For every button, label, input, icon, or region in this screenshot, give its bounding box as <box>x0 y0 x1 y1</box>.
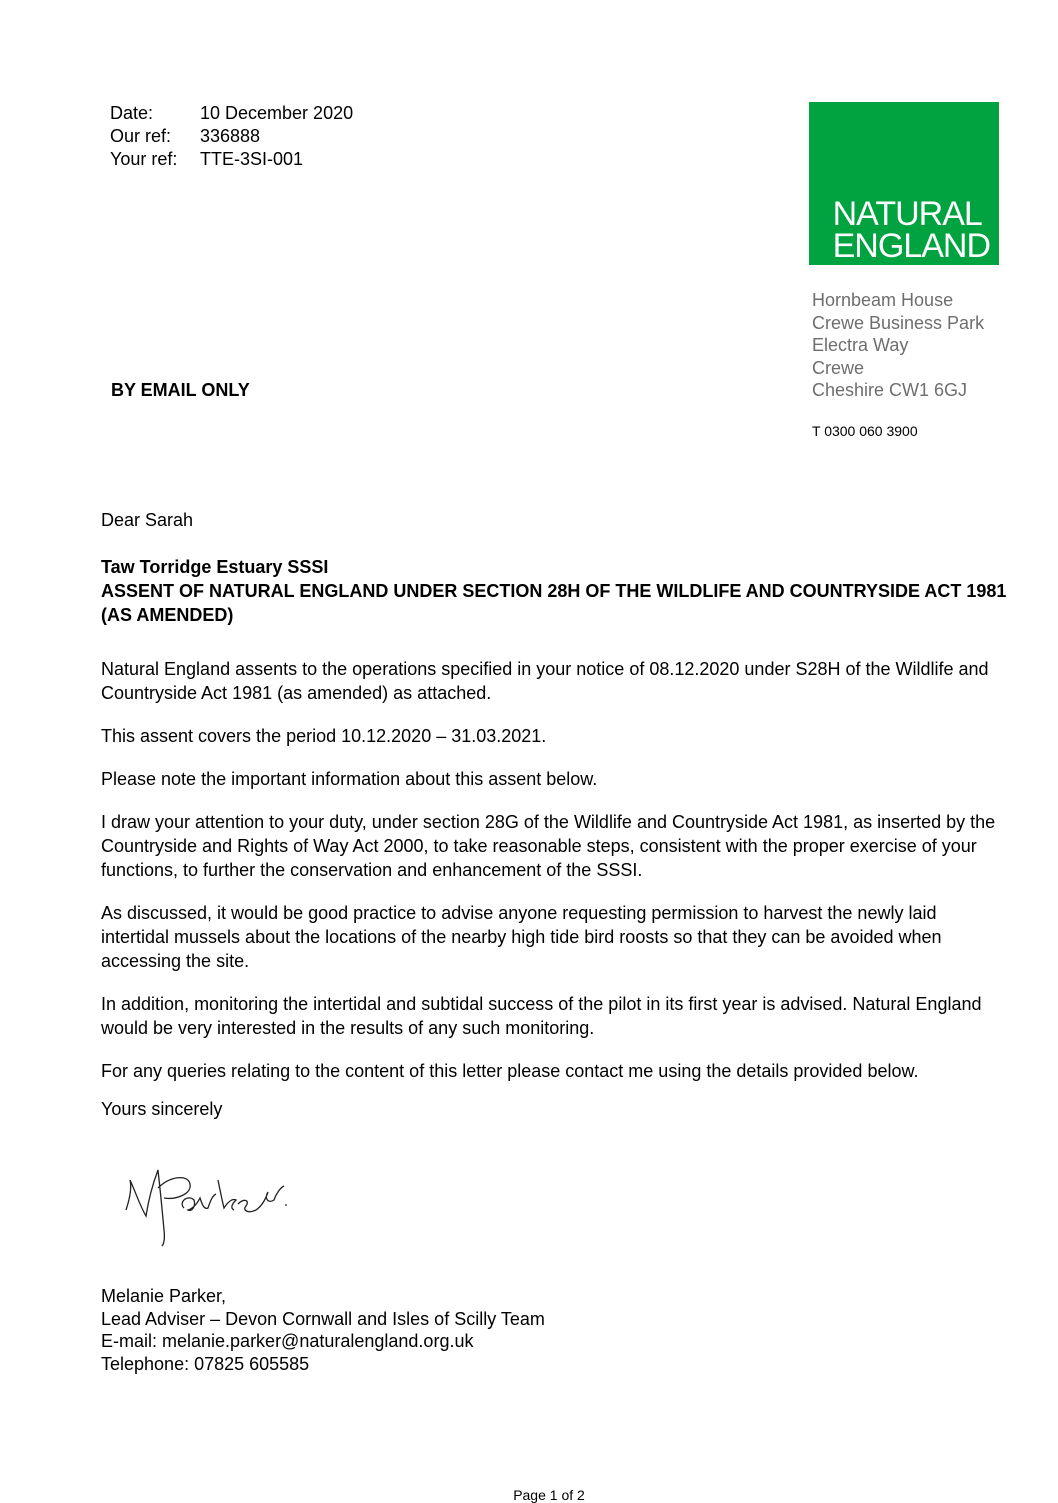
letter-body <box>101 657 1006 1140</box>
salutation: Dear Sarah <box>101 510 194 530</box>
natural-england-logo <box>809 102 999 265</box>
subject-title: ASSENT OF NATURAL ENGLAND UNDER SECTION 28H OF THE WILDLIFE AND COUNTRYSIDE ACT 1981 (AS AMENDED) <box>101 581 1007 625</box>
signoff-block <box>101 1285 545 1375</box>
address-line: Crewe <box>812 357 865 378</box>
date-row <box>110 102 353 125</box>
address-line: Electra Way <box>812 335 909 355</box>
signer-telephone: Telephone: 07825 605585 <box>101 1353 310 1374</box>
our-ref-row <box>110 125 353 148</box>
logo-text <box>832 195 990 265</box>
paragraph: In addition, monitoring the intertidal and subtidal success of the pilot in its first year is advised. Natural England would be very interested in the results of any such monitoring. <box>101 994 982 1038</box>
logo-line-1: NATURAL <box>832 195 982 233</box>
date-label: Date: <box>110 103 154 123</box>
sender-address <box>812 289 984 402</box>
paragraph: Natural England assents to the operations specified in your notice of 08.12.2020 under S28H of the Wildlife and Countryside Act 1981 (as amended) as attached. <box>101 659 989 703</box>
your-ref-row <box>110 148 353 171</box>
our-ref-value: 336888 <box>200 126 261 146</box>
address-line: Hornbeam House <box>812 290 954 310</box>
subject-heading <box>101 555 1011 627</box>
address-line: Crewe Business Park <box>812 312 985 333</box>
paragraph: This assent covers the period 10.12.2020 – 31.03.2021. <box>101 726 547 746</box>
paragraph: Please note the important information about this assent below. <box>101 769 598 789</box>
paragraph: As discussed, it would be good practice to advise anyone requesting permission to harvest the newly laid intertidal mussels about the locations of the nearby high tide bird roosts so that they can be avoided when accessing the site. <box>101 903 942 971</box>
signer-email: E-mail: melanie.parker@naturalengland.org.uk <box>101 1331 474 1351</box>
your-ref-label: Your ref: <box>110 149 178 169</box>
subject-site: Taw Torridge Estuary SSSI <box>101 557 329 577</box>
reference-block <box>110 102 353 171</box>
date-value: 10 December 2020 <box>200 103 354 123</box>
signer-title: Lead Adviser – Devon Cornwall and Isles of Scilly Team <box>101 1308 545 1329</box>
paragraph: For any queries relating to the content of this letter please contact me using the details provided below. <box>101 1061 919 1081</box>
our-ref-label: Our ref: <box>110 126 172 146</box>
address-line: Cheshire CW1 6GJ <box>812 380 968 400</box>
your-ref-value: TTE-3SI-001 <box>200 149 304 169</box>
closing: Yours sincerely <box>101 1099 223 1119</box>
sender-phone: T 0300 060 3900 <box>812 423 918 439</box>
logo-line-2: ENGLAND <box>832 227 990 265</box>
page-number: Page 1 of 2 <box>513 1487 585 1503</box>
paragraph: I draw your attention to your duty, under section 28G of the Wildlife and Countryside Act 1981, as inserted by the Countryside and Rights of Way Act 2000, to take reasonable steps, consistent with the proper exercise of your functions, to further the conservation and enhancement of the SSSI. <box>101 812 996 880</box>
page-footer <box>0 1487 1058 1503</box>
delivery-method: BY EMAIL ONLY <box>111 380 250 400</box>
handwritten-signature <box>118 1158 288 1248</box>
signer-name: Melanie Parker, <box>101 1286 227 1306</box>
